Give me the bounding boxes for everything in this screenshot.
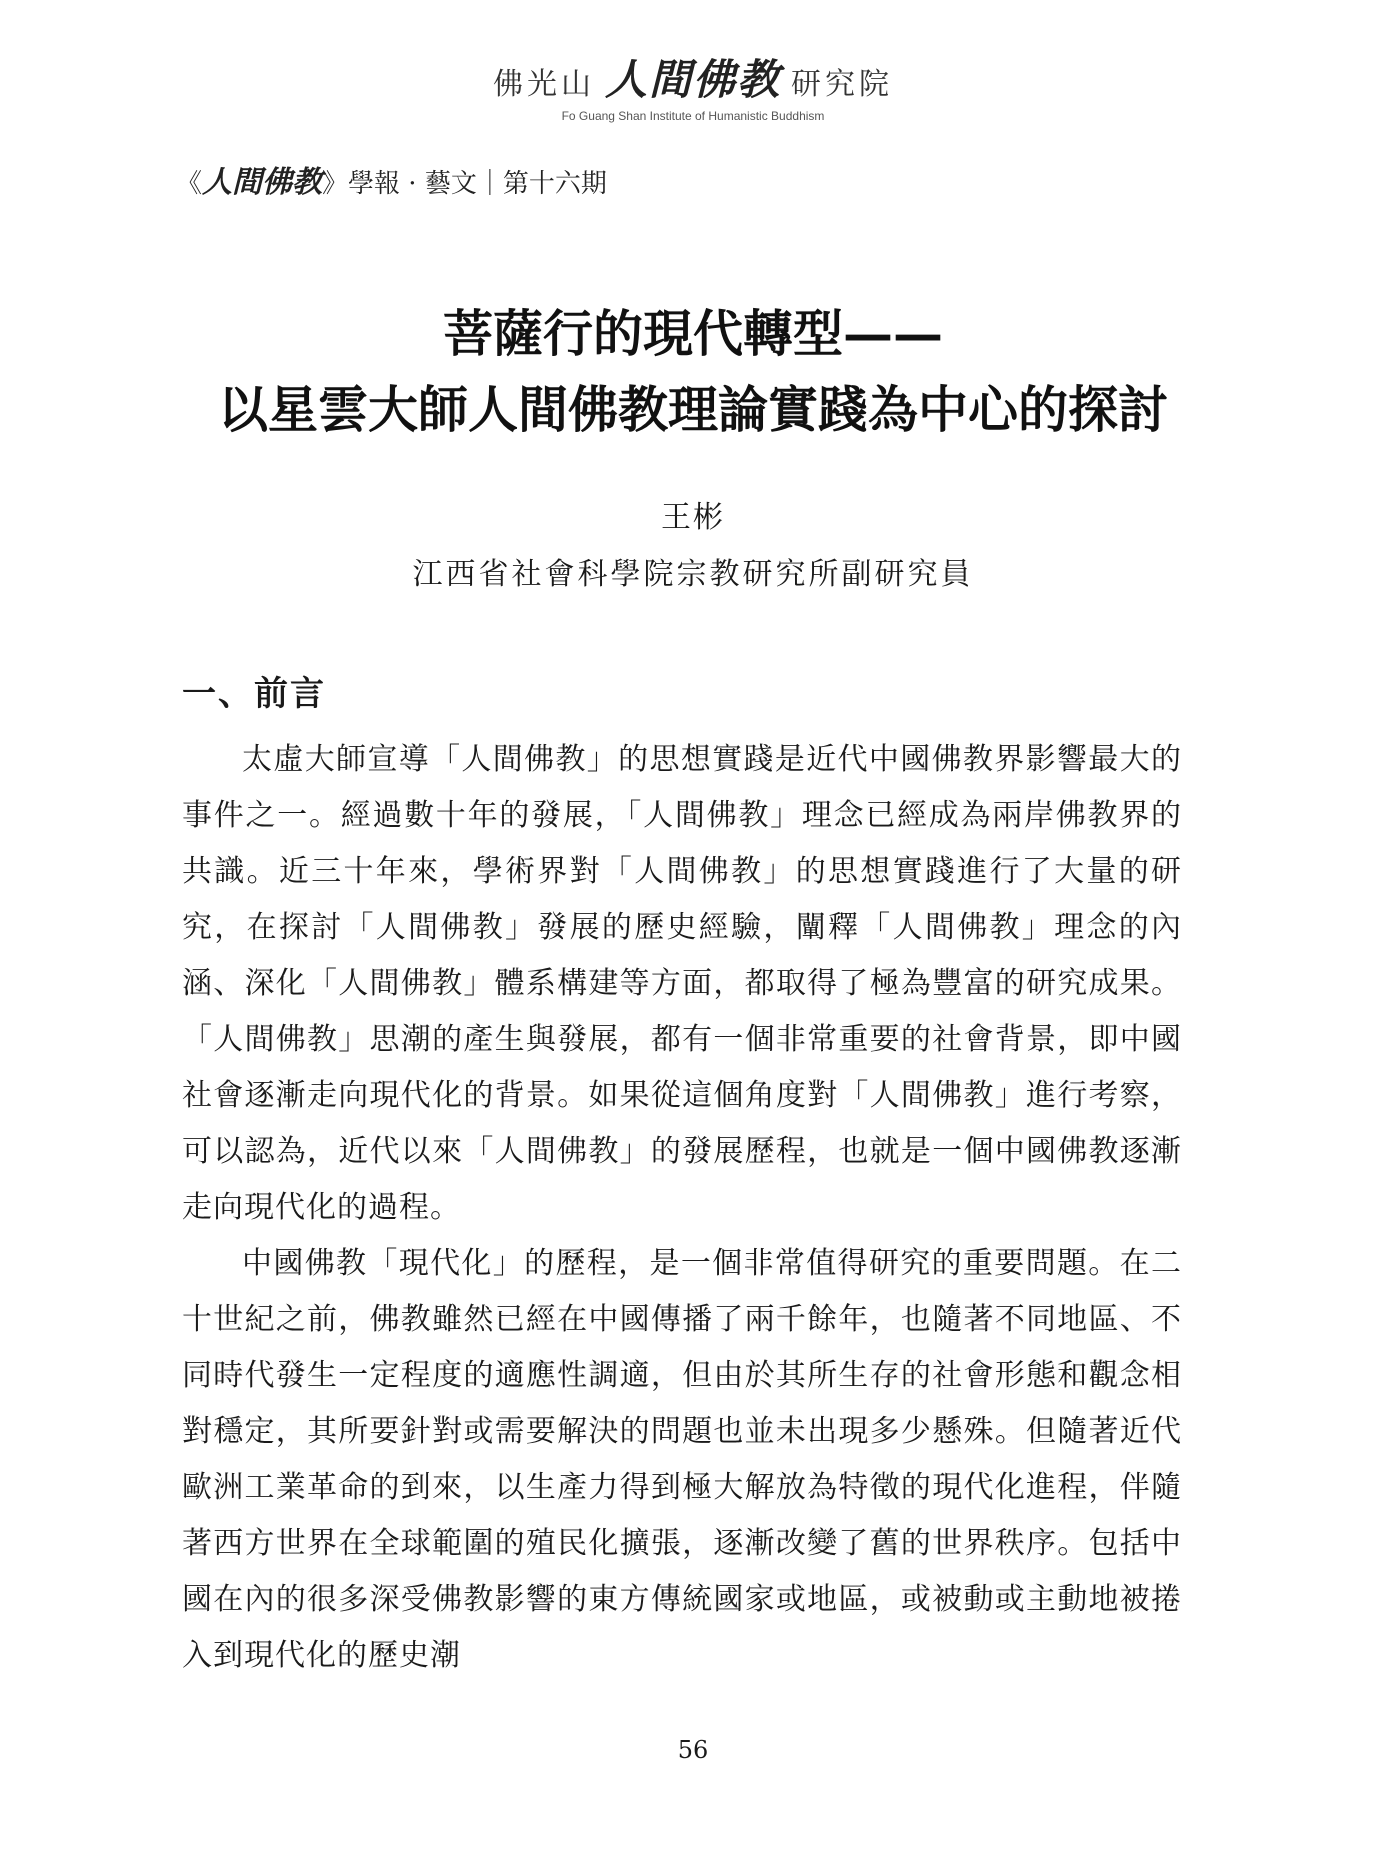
body-text: [182, 732, 1182, 1684]
paragraph: 太虛大師宣導「人間佛教」的思想實踐是近代中國佛教界影響最大的事件之一。經過數十年的發展，「人間佛教」理念已經成為兩岸佛教界的共識。近三十年來，學術界對「人間佛教」的思想實踐進行了大量的研究，在探討「人間佛教」發展的歷史經驗，闡釋「人間佛教」理念的內涵、深化「人間佛教」體系構建等方面，都取得了極為豐富的研究成果。「人間佛教」思潮的產生與發展，都有一個非常重要的社會背景，即中國社會逐漸走向現代化的背景。如果從這個角度對「人間佛教」進行考察，可以認為，近代以來「人間佛教」的發展歷程，也就是一個中國佛教逐漸走向現代化的過程。: [182, 742, 1182, 1225]
article-title: [0, 296, 1386, 448]
section-heading: 一、前言: [182, 674, 326, 714]
masthead: [0, 55, 1386, 123]
author-affiliation: 江西省社會科學院宗教研究所副研究員: [412, 557, 974, 592]
journal-header: [176, 163, 607, 204]
institute-brand-logo: 人間佛教: [604, 55, 781, 104]
paragraph: 中國佛教「現代化」的歷程，是一個非常值得研究的重要問題。在二十世紀之前，佛教雖然已經在中國傳播了兩千餘年，也隨著不同地區、不同時代發生一定程度的適應性調適，但由於其所生存的社會形態和觀念相對穩定，其所要針對或需要解決的問題也並未出現多少懸殊。但隨著近代歐洲工業革命的到來，以生產力得到極大解放為特徵的現代化進程，伴隨著西方世界在全球範圍的殖民化擴張，逐漸改變了舊的世界秩序。包括中國在內的很多深受佛教影響的東方傳統國家或地區，或被動或主動地被捲入到現代化的歷史潮: [182, 1246, 1182, 1673]
institute-name-right: 研究院: [791, 67, 893, 102]
journal-close-bracket: 》: [322, 169, 349, 199]
journal-issue: 學報 · 藝文｜第十六期: [348, 169, 607, 199]
institute-english-name: Fo Guang Shan Institute of Humanistic Buddhism: [561, 109, 825, 123]
institute-name-left: 佛光山: [492, 67, 595, 102]
author-name: 王彬: [661, 500, 725, 535]
article-title-line1: 菩薩行的現代轉型——: [443, 304, 943, 363]
page-number: 56: [677, 1736, 709, 1764]
institute-name: [0, 55, 1386, 107]
article-title-line2: 以星雲大師人間佛教理論實踐為中心的探討: [218, 380, 1168, 439]
journal-brand: 人間佛教: [202, 165, 323, 200]
journal-open-bracket: 《: [176, 169, 203, 199]
